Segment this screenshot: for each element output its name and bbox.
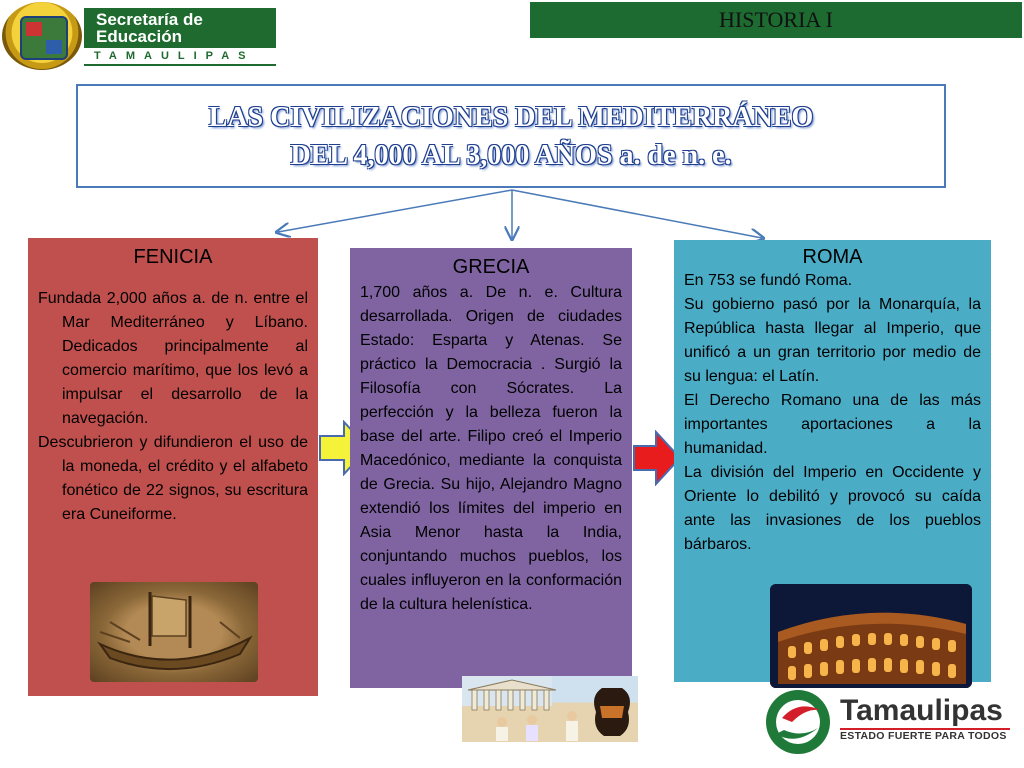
grecia-heading: GRECIA bbox=[452, 256, 530, 278]
connector-to-fenicia bbox=[278, 190, 512, 232]
phoenician-ship-image bbox=[90, 582, 258, 682]
colosseum-image bbox=[770, 584, 972, 688]
grecia-panel bbox=[350, 248, 632, 688]
tamaulipas-slogan: ESTADO FUERTE PARA TODOS bbox=[840, 730, 1007, 742]
sep-logo bbox=[0, 0, 280, 72]
grecia-text: 1,700 años a. De n. e. Cultura desarrollada. Origen de ciudades Estado: Esparta y Atenas. Se práctico la Democracia . Surgió la Filosofía con Sócrates. La perfección y la belleza fueron la base del arte. Filipo creó el Imperio Macedónico, mediante la conquista de Grecia. Su hijo, Alejandro Magno extendió los límites del imperio en Asia Menor hasta la India, conjuntando muchos pueblos, los cuales influyeron en la conformación de la cultura helenística. bbox=[360, 284, 622, 613]
title-box bbox=[76, 84, 946, 188]
sep-logo-state: TAMAULIPAS bbox=[94, 50, 255, 62]
roma-paragraph-2: Su gobierno pasó por la Monarquía, la República hasta llegar al Imperio, que unificó a un gran territorio por medio de su lengua: el Latín. bbox=[684, 296, 981, 385]
title-line-2: DEL 4,000 AL 3,000 AÑOS a. de n. e. bbox=[290, 140, 732, 171]
fenicia-paragraph-2: Descubrieron y difundieron el uso de la moneda, el crédito y el alfabeto fonético de 22 signos, su escritura era Cuneiforme. bbox=[38, 434, 308, 523]
sep-logo-line1: Secretaría de bbox=[96, 10, 203, 29]
roma-paragraph-1: En 753 se fundó Roma. bbox=[684, 272, 853, 289]
tamaulipas-seal-icon bbox=[2, 2, 82, 70]
subject-label: HISTORIA I bbox=[719, 7, 833, 32]
roma-paragraph-4: La división del Imperio en Occidente y Oriente lo debilitó y provocó su caída ante las invasiones de los pueblos bárbaros. bbox=[684, 464, 981, 553]
sep-logo-line2: Educación bbox=[96, 27, 182, 46]
title-line-1: LAS CIVILIZACIONES DEL MEDITERRÁNEO bbox=[208, 102, 814, 133]
fenicia-paragraph-1: Fundada 2,000 años a. de n. entre el Mar Mediterráneo y Líbano. Dedicados principalmente al comercio marítimo, que los levó a impulsar el desarrollo de la navegación. bbox=[38, 290, 308, 427]
roma-paragraph-3: El Derecho Romano una de las más importantes aportaciones a la humanidad. bbox=[684, 392, 981, 457]
connector-to-roma bbox=[512, 190, 762, 238]
roma-heading: ROMA bbox=[802, 246, 863, 268]
fenicia-heading: FENICIA bbox=[133, 246, 213, 268]
greek-scene-image bbox=[462, 676, 638, 742]
tamaulipas-wordmark: Tamaulipas bbox=[840, 694, 1003, 727]
